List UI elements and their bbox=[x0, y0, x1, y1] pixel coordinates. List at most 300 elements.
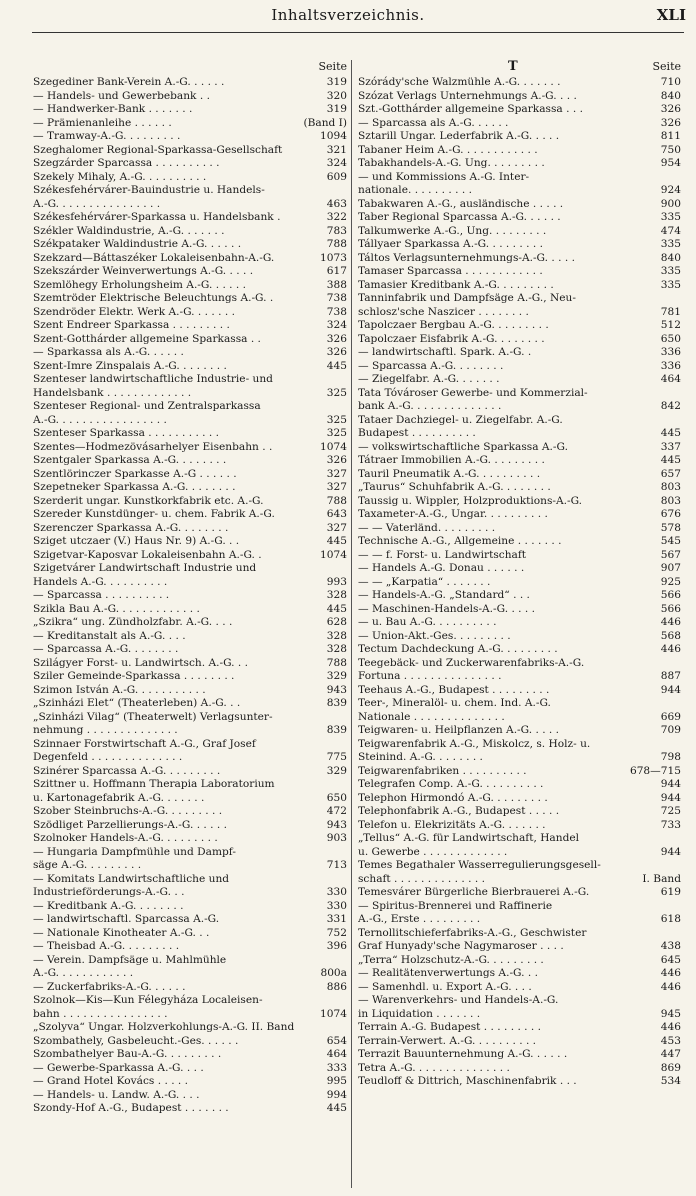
index-entry bbox=[358, 211, 681, 225]
entry-name: Szober Steinbruchs-A.-G. . . . . . . . . bbox=[33, 805, 223, 817]
index-entry bbox=[358, 508, 681, 522]
index-entry bbox=[33, 630, 347, 644]
index-entry bbox=[358, 967, 681, 981]
entry-name: in Liquidation . . . . . . . bbox=[358, 1007, 481, 1020]
entry-page: 798 bbox=[658, 751, 681, 765]
index-entry bbox=[33, 481, 347, 495]
index-entry bbox=[33, 913, 347, 927]
index-entry bbox=[33, 103, 347, 117]
entry-name: Szolnoker Handels-A.-G. . . . . . . . . bbox=[33, 832, 218, 844]
index-entry bbox=[358, 643, 681, 657]
index-entry bbox=[33, 1008, 347, 1022]
entry-page: 1074 bbox=[317, 441, 347, 455]
entry-page: 464 bbox=[324, 1048, 347, 1062]
index-entry bbox=[358, 333, 681, 347]
entry-page: 617 bbox=[324, 265, 347, 279]
entry-name: Szegzárder Sparcassa . . . . . . . . . . bbox=[33, 157, 220, 169]
entry-name: schaft . . . . . . . . . . . . . . bbox=[358, 872, 485, 885]
entry-name: Tabakwaren A.-G., ausländische . . . . . bbox=[358, 197, 564, 210]
index-entry bbox=[358, 684, 681, 698]
index-entry bbox=[358, 535, 681, 549]
index-entry bbox=[358, 252, 681, 266]
entry-page: 650 bbox=[658, 333, 681, 347]
entry-page: 327 bbox=[324, 522, 347, 536]
page-header bbox=[0, 2, 696, 32]
index-entry bbox=[33, 157, 347, 171]
entry-page: 945 bbox=[658, 1008, 681, 1022]
index-entry bbox=[33, 643, 347, 657]
index-entry bbox=[33, 265, 347, 279]
entry-name: A.-G. . . . . . . . . . . . bbox=[33, 967, 134, 979]
index-entry bbox=[33, 981, 347, 995]
entry-page: 329 bbox=[324, 670, 347, 684]
entry-page: 446 bbox=[658, 1021, 681, 1035]
index-entry bbox=[33, 117, 347, 131]
entry-name: Szigetvar-Kaposvar Lokaleisenbahn A.-G. . bbox=[33, 548, 262, 561]
entry-name: Székesfehérvárer-Sparkassa u. Handelsbank . bbox=[33, 211, 281, 223]
entry-name: A.-G. . . . . . . . . . . . . . . . . bbox=[33, 413, 167, 426]
entry-name: Szózat Verlags Unternehmungs A.-G. . . . bbox=[358, 89, 577, 102]
entry-name: — — f. Forst- u. Landwirtschaft bbox=[358, 548, 527, 561]
entry-page: 783 bbox=[324, 225, 347, 239]
index-entry bbox=[33, 1062, 347, 1076]
index-entry bbox=[33, 279, 347, 293]
entry-name: Tapolczaer Bergbau A.-G. . . . . . . . . bbox=[358, 319, 549, 331]
entry-name: Telegrafen Comp. A.-G. . . . . . . . . . bbox=[358, 778, 544, 790]
index-entry bbox=[33, 846, 347, 860]
index-entry bbox=[358, 724, 681, 738]
entry-name: — landwirtschaftl. Sparcassa A.-G. bbox=[33, 913, 220, 925]
entry-name: A.-G. . . . . . . . . . . . . . . . bbox=[33, 197, 161, 210]
entry-name: Teegebäck- und Zuckerwarenfabriks-A.-G. bbox=[358, 656, 585, 669]
entry-name: Teigwarenfabrik A.-G., Miskolcz, s. Holz- u. bbox=[358, 737, 591, 750]
entry-name: Graf Hunyady'sche Nagymaroser . . . . bbox=[358, 940, 564, 952]
entry-name: Terrazit Bauunternehmung A.-G. . . . . . bbox=[358, 1048, 568, 1060]
index-entry bbox=[33, 373, 347, 387]
entry-page: 325 bbox=[324, 387, 347, 401]
entry-name: Szinnaer Forstwirtschaft A.-G., Graf Josef bbox=[33, 737, 256, 750]
entry-name: Szepetneker Sparkassa A.-G. . . . . . . . bbox=[33, 481, 236, 493]
entry-name: — Sparcassa A.-G. . . . . . . . bbox=[358, 359, 504, 372]
entry-page: 319 bbox=[324, 76, 347, 90]
index-entry bbox=[33, 90, 347, 104]
entry-page: 566 bbox=[658, 589, 681, 603]
right-column bbox=[358, 60, 681, 1089]
index-entry bbox=[33, 1075, 347, 1089]
entry-page: 453 bbox=[658, 1035, 681, 1049]
entry-name: — Sparcassa A.-G. . . . . . . . bbox=[33, 643, 179, 655]
entry-page: 445 bbox=[324, 535, 347, 549]
entry-page: 657 bbox=[658, 468, 681, 482]
entry-page: 944 bbox=[658, 792, 681, 806]
index-entry bbox=[33, 900, 347, 914]
entry-page: 326 bbox=[324, 454, 347, 468]
entry-page: 445 bbox=[324, 603, 347, 617]
entry-page: 619 bbox=[658, 886, 681, 900]
index-entry bbox=[33, 859, 347, 873]
entry-name: Handelsbank . . . . . . . . . . . . . bbox=[33, 386, 192, 399]
index-entry bbox=[358, 738, 681, 752]
entry-name: „Szikra“ ung. Zündholzfabr. A.-G. . . . bbox=[33, 616, 233, 628]
entry-name: — Komitats Landwirtschaftliche und bbox=[33, 872, 230, 885]
index-entry bbox=[358, 184, 681, 198]
index-entry bbox=[33, 346, 347, 360]
entry-page: 322 bbox=[324, 211, 347, 225]
entry-name: säge A.-G. . . . . . . . . bbox=[33, 859, 142, 871]
entry-name: Szekzard—Báttaszéker Lokaleisenbahn-A.-G. bbox=[33, 251, 275, 264]
entry-name: — Gewerbe-Sparkassa A.-G. . . . bbox=[33, 1061, 204, 1074]
index-entry bbox=[358, 792, 681, 806]
entry-name: Táltos Verlagsunternehmungs-A.-G. . . . . bbox=[358, 251, 575, 264]
seite-label: Seite bbox=[652, 60, 681, 73]
entry-name: Szent-Gotthárder allgemeine Sparkassa . . bbox=[33, 332, 261, 345]
index-entry bbox=[33, 589, 347, 603]
index-entry bbox=[33, 697, 347, 711]
entry-name: Tabaner Heim A.-G. . . . . . . . . . . . bbox=[358, 143, 538, 156]
index-entry bbox=[33, 454, 347, 468]
entry-name: Tapolczaer Eisfabrik A.-G. . . . . . . . bbox=[358, 332, 545, 345]
entry-name: — Realitätenverwertungs A.-G. . . bbox=[358, 967, 538, 979]
index-entry bbox=[33, 238, 347, 252]
entry-page: 336 bbox=[658, 360, 681, 374]
index-entry bbox=[358, 522, 681, 536]
entry-page: 335 bbox=[658, 279, 681, 293]
entry-page: 733 bbox=[658, 819, 681, 833]
entry-page: 329 bbox=[324, 765, 347, 779]
entry-page: 319 bbox=[324, 103, 347, 117]
entry-name: Szombathely, Gasbeleucht.-Ges. . . . . . bbox=[33, 1034, 239, 1047]
entry-page: 842 bbox=[658, 400, 681, 414]
index-entry bbox=[33, 724, 347, 738]
entry-name: — Kreditanstalt als A.-G. . . . bbox=[33, 629, 186, 642]
index-entry bbox=[33, 198, 347, 212]
index-entry bbox=[358, 117, 681, 131]
entry-name: — Tramway-A.-G. . . . . . . . . bbox=[33, 130, 181, 142]
index-entry bbox=[358, 225, 681, 239]
entry-page: 709 bbox=[658, 724, 681, 738]
entry-page: 925 bbox=[658, 576, 681, 590]
entry-page: 446 bbox=[658, 981, 681, 995]
entry-page: 326 bbox=[658, 117, 681, 131]
index-entry bbox=[358, 454, 681, 468]
entry-page: (Band I) bbox=[300, 117, 347, 131]
entry-page: 445 bbox=[324, 1102, 347, 1116]
entry-page: 869 bbox=[658, 1062, 681, 1076]
entry-name: Szigetvárer Landwirtschaft Industrie und bbox=[33, 562, 257, 574]
index-entry bbox=[358, 238, 681, 252]
index-entry bbox=[358, 886, 681, 900]
index-entry bbox=[33, 495, 347, 509]
entry-page: 994 bbox=[324, 1089, 347, 1103]
entry-name: Szemtröder Elektrische Beleuchtungs A.-G. . bbox=[33, 292, 274, 304]
entry-page: 326 bbox=[658, 103, 681, 117]
entry-name: — Handels- und Gewerbebank . . bbox=[33, 89, 210, 102]
entry-page: 903 bbox=[324, 832, 347, 846]
entry-page: 446 bbox=[658, 967, 681, 981]
entry-page: 567 bbox=[658, 549, 681, 563]
entry-name: — Nationale Kinotheater A.-G. . . bbox=[33, 926, 210, 939]
entry-name: „Szolyva“ Ungar. Holzverkohlungs-A.-G. II. Band bbox=[33, 1021, 295, 1033]
entry-name: — Handels-A.-G. „Standard“ . . . bbox=[358, 589, 530, 601]
entry-name: „Szinházi Vilag“ (Theaterwelt) Verlagsunter- bbox=[33, 710, 273, 723]
entry-name: Terrain A.-G. Budapest . . . . . . . . . bbox=[358, 1021, 542, 1033]
entry-page: 326 bbox=[324, 346, 347, 360]
index-entry bbox=[33, 886, 347, 900]
index-entry bbox=[33, 535, 347, 549]
entry-name: — Handels A.-G. Donau . . . . . . bbox=[358, 562, 525, 574]
entry-name: Szórády'sche Walzmühle A.-G. . . . . . . bbox=[358, 76, 561, 88]
index-entry bbox=[33, 225, 347, 239]
entry-name: — — Vaterländ. . . . . . . . . bbox=[358, 521, 496, 534]
entry-page: 327 bbox=[324, 481, 347, 495]
entry-page: 388 bbox=[324, 279, 347, 293]
index-entry bbox=[358, 144, 681, 158]
entry-page: 803 bbox=[658, 495, 681, 509]
index-entry bbox=[33, 927, 347, 941]
index-entry bbox=[358, 873, 681, 887]
entry-name: — Sparcassa als A.-G. . . . . . bbox=[358, 116, 509, 129]
right-column-header bbox=[358, 60, 681, 76]
entry-name: — u. Bau A.-G. . . . . . . . . . bbox=[358, 616, 497, 628]
index-entry bbox=[358, 130, 681, 144]
entry-name: Temes Begathaler Wasserregulierungsgesell- bbox=[358, 859, 601, 871]
entry-name: Tabakhandels-A.-G. Ung. . . . . . . . . bbox=[358, 157, 545, 169]
index-entry bbox=[33, 144, 347, 158]
left-column-header bbox=[33, 60, 347, 76]
entry-name: — und Kommissions A.-G. Inter- bbox=[358, 170, 530, 183]
entry-name: Székler Waldindustrie, A.-G. . . . . . . bbox=[33, 224, 225, 237]
entry-page: 463 bbox=[324, 198, 347, 212]
entry-page: 887 bbox=[658, 670, 681, 684]
index-entry bbox=[358, 495, 681, 509]
entry-page: 445 bbox=[658, 427, 681, 441]
index-entry bbox=[33, 319, 347, 333]
index-entry bbox=[358, 427, 681, 441]
entry-page: 995 bbox=[324, 1075, 347, 1089]
entry-page: 325 bbox=[324, 427, 347, 441]
index-entry bbox=[33, 576, 347, 590]
entry-name: nehmung . . . . . . . . . . . . . . bbox=[33, 724, 178, 736]
entry-page: 333 bbox=[324, 1062, 347, 1076]
index-entry bbox=[33, 792, 347, 806]
entry-page: 335 bbox=[658, 238, 681, 252]
entry-name: Telephon Hirmondó A.-G. . . . . . . . . bbox=[358, 791, 548, 804]
index-entry bbox=[358, 292, 681, 306]
index-entry bbox=[358, 832, 681, 846]
header-rule bbox=[32, 32, 684, 33]
index-entry bbox=[33, 306, 347, 320]
entry-page: 811 bbox=[658, 130, 681, 144]
entry-page: 335 bbox=[658, 211, 681, 225]
index-entry bbox=[33, 711, 347, 725]
index-entry bbox=[33, 684, 347, 698]
index-entry bbox=[33, 1035, 347, 1049]
index-entry bbox=[33, 292, 347, 306]
entry-name: Szereder Kunstdünger- u. chem. Fabrik A.-G. bbox=[33, 508, 275, 520]
entry-page: 336 bbox=[658, 346, 681, 360]
index-entry bbox=[33, 616, 347, 630]
entry-page: 446 bbox=[658, 643, 681, 657]
entry-page: 609 bbox=[324, 171, 347, 185]
entry-page: 568 bbox=[658, 630, 681, 644]
index-entry bbox=[358, 360, 681, 374]
entry-name: Szimon István A.-G. . . . . . . . . . . bbox=[33, 683, 206, 696]
entry-name: — Sparcassa . . . . . . . . . . bbox=[33, 589, 170, 601]
index-entry bbox=[358, 954, 681, 968]
index-entry bbox=[33, 954, 347, 968]
entry-name: Szemlöhegy Erholungsheim A.-G. . . . . . bbox=[33, 278, 247, 291]
index-entry bbox=[33, 778, 347, 792]
entry-page: I. Band bbox=[639, 873, 681, 887]
entry-name: Temesvárer Bürgerliche Bierbrauerei A.-G. bbox=[358, 886, 590, 898]
entry-name: Handels A.-G. . . . . . . . . . bbox=[33, 575, 168, 588]
index-entry bbox=[358, 859, 681, 873]
entry-page: 800a bbox=[317, 967, 347, 981]
entry-name: Fortuna . . . . . . . . . . . . . . . bbox=[358, 670, 502, 682]
entry-page: 512 bbox=[658, 319, 681, 333]
entry-name: Nationale . . . . . . . . . . . . . . bbox=[358, 710, 505, 723]
entry-name: — Hungaria Dampfmühle und Dampf- bbox=[33, 845, 236, 858]
entry-page: 628 bbox=[324, 616, 347, 630]
index-entry bbox=[33, 211, 347, 225]
entry-name: Taber Regional Sparcassa A.-G. . . . . . bbox=[358, 211, 561, 223]
index-entry bbox=[358, 414, 681, 428]
entry-page: 650 bbox=[324, 792, 347, 806]
entry-page: 900 bbox=[658, 198, 681, 212]
index-entry bbox=[33, 765, 347, 779]
index-entry bbox=[358, 265, 681, 279]
entry-name: Szerderit ungar. Kunstkorkfabrik etc. A.-G. bbox=[33, 494, 264, 507]
index-entry bbox=[33, 940, 347, 954]
entry-page: 328 bbox=[324, 630, 347, 644]
entry-name: — Prämienanleihe . . . . . . bbox=[33, 116, 172, 129]
left-entry-list bbox=[33, 76, 347, 1116]
entry-name: u. Gewerbe . . . . . . . . . . . . . bbox=[358, 845, 508, 858]
entry-name: Tamaser Sparcassa . . . . . . . . . . . . bbox=[358, 265, 543, 277]
entry-name: A.-G., Erste . . . . . . . . . bbox=[358, 913, 481, 925]
index-entry bbox=[358, 900, 681, 914]
entry-page: 618 bbox=[658, 913, 681, 927]
entry-name: Szikla Bau A.-G. . . . . . . . . . . . . bbox=[33, 602, 200, 615]
entry-page: 944 bbox=[658, 778, 681, 792]
entry-name: Sziget utczaer (V.) Haus Nr. 9) A.-G. . . bbox=[33, 535, 240, 547]
index-entry bbox=[33, 1048, 347, 1062]
index-entry bbox=[358, 819, 681, 833]
entry-page: 713 bbox=[324, 859, 347, 873]
entry-name: — Warenverkehrs- und Handels-A.-G. bbox=[358, 994, 559, 1006]
entry-page: 321 bbox=[324, 144, 347, 158]
entry-name: Telefon u. Elekrizitäts A.-G. . . . . . . bbox=[358, 818, 546, 831]
entry-page: 788 bbox=[324, 495, 347, 509]
entry-name: Taxameter-A.-G., Ungar. . . . . . . . . . bbox=[358, 508, 548, 520]
entry-name: — Handels- u. Landw. A.-G. . . . bbox=[33, 1088, 200, 1101]
entry-name: Tamasier Kreditbank A.-G. . . . . . . . . bbox=[358, 278, 554, 291]
entry-page: 464 bbox=[658, 373, 681, 387]
entry-name: „Tellus“ A.-G. für Landwirtschaft, Handel bbox=[358, 832, 580, 844]
entry-name: Szt.-Gotthárder allgemeine Sparkassa . . . bbox=[358, 103, 583, 115]
index-entry bbox=[358, 778, 681, 792]
index-entry bbox=[358, 373, 681, 387]
entry-name: Tállyaer Sparkassa A.-G. . . . . . . . . bbox=[358, 238, 543, 250]
index-entry bbox=[358, 468, 681, 482]
index-entry bbox=[33, 427, 347, 441]
entry-name: Teigwaren- u. Heilpflanzen A.-G. . . . . bbox=[358, 724, 560, 736]
entry-name: Szegediner Bank-Verein A.-G. . . . . . bbox=[33, 76, 225, 88]
entry-name: Szent-Imre Zinspalais A.-G. . . . . . . . bbox=[33, 359, 227, 372]
entry-name: bank A.-G. . . . . . . . . . . . . . bbox=[358, 400, 502, 412]
index-entry bbox=[33, 130, 347, 144]
entry-name: Szenteser Sparkassa . . . . . . . . . . . bbox=[33, 427, 220, 439]
entry-page: 669 bbox=[658, 711, 681, 725]
index-entry bbox=[358, 981, 681, 995]
entry-page: 331 bbox=[324, 913, 347, 927]
left-column bbox=[33, 60, 347, 1116]
entry-page: 335 bbox=[658, 265, 681, 279]
index-entry bbox=[358, 913, 681, 927]
entry-name: Teehaus A.-G., Budapest . . . . . . . . . bbox=[358, 683, 550, 696]
entry-name: — Ziegelfabr. A.-G. . . . . . . bbox=[358, 373, 500, 385]
entry-page: 676 bbox=[658, 508, 681, 522]
entry-page: 710 bbox=[658, 76, 681, 90]
entry-name: — Zuckerfabriks-A.-G. . . . . . bbox=[33, 980, 186, 993]
entry-page: 643 bbox=[324, 508, 347, 522]
entry-page: 725 bbox=[658, 805, 681, 819]
entry-name: Tátraer Immobilien A.-G. . . . . . . . . bbox=[358, 454, 545, 466]
index-entry bbox=[33, 549, 347, 563]
index-entry bbox=[33, 522, 347, 536]
entry-page: 320 bbox=[324, 90, 347, 104]
entry-name: Telephonfabrik A.-G., Budapest . . . . . bbox=[358, 805, 560, 817]
index-entry bbox=[358, 306, 681, 320]
index-entry bbox=[358, 171, 681, 185]
section-letter: T bbox=[508, 59, 518, 74]
entry-page: 943 bbox=[324, 819, 347, 833]
entry-name: Tectum Dachdeckung A.-G. . . . . . . . . bbox=[358, 643, 558, 655]
index-entry bbox=[358, 76, 681, 90]
index-entry bbox=[358, 198, 681, 212]
entry-page: 839 bbox=[324, 697, 347, 711]
page-number: XLI bbox=[656, 6, 686, 24]
entry-name: Szödliget Parzellierungs-A.-G. . . . . . bbox=[33, 818, 227, 831]
entry-page: 1073 bbox=[317, 252, 347, 266]
index-entry bbox=[358, 1008, 681, 1022]
index-entry bbox=[33, 468, 347, 482]
entry-page: 534 bbox=[658, 1075, 681, 1089]
entry-page: 328 bbox=[324, 643, 347, 657]
entry-name: — Kreditbank A.-G. . . . . . . . bbox=[33, 899, 184, 912]
column-divider bbox=[351, 60, 352, 1188]
entry-name: Szekszárder Weinverwertungs A.-G. . . . . bbox=[33, 265, 254, 277]
index-entry bbox=[358, 994, 681, 1008]
entry-page: 472 bbox=[324, 805, 347, 819]
index-entry bbox=[33, 562, 347, 576]
entry-name: Szilágyer Forst- u. Landwirtsch. A.-G. . . bbox=[33, 656, 248, 669]
entry-page: 944 bbox=[658, 846, 681, 860]
entry-page: 324 bbox=[324, 319, 347, 333]
index-entry bbox=[358, 603, 681, 617]
entry-name: — Sparkassa als A.-G. . . . . . bbox=[33, 346, 184, 358]
entry-name: Szeghalomer Regional-Sparkassa-Gesellschaft bbox=[33, 143, 283, 156]
index-entry bbox=[33, 1089, 347, 1103]
index-entry bbox=[358, 630, 681, 644]
entry-name: u. Kartonagefabrik A.-G. . . . . . . bbox=[33, 791, 205, 804]
index-entry bbox=[358, 346, 681, 360]
entry-name: — Spiritus-Brennerei und Raffinerie bbox=[358, 899, 553, 912]
entry-name: Tauril Pneumatik A.-G. . . . . . . . . . bbox=[358, 467, 541, 480]
index-entry bbox=[33, 738, 347, 752]
entry-name: Teigwarenfabriken . . . . . . . . . . bbox=[358, 764, 527, 777]
entry-page: 324 bbox=[324, 157, 347, 171]
